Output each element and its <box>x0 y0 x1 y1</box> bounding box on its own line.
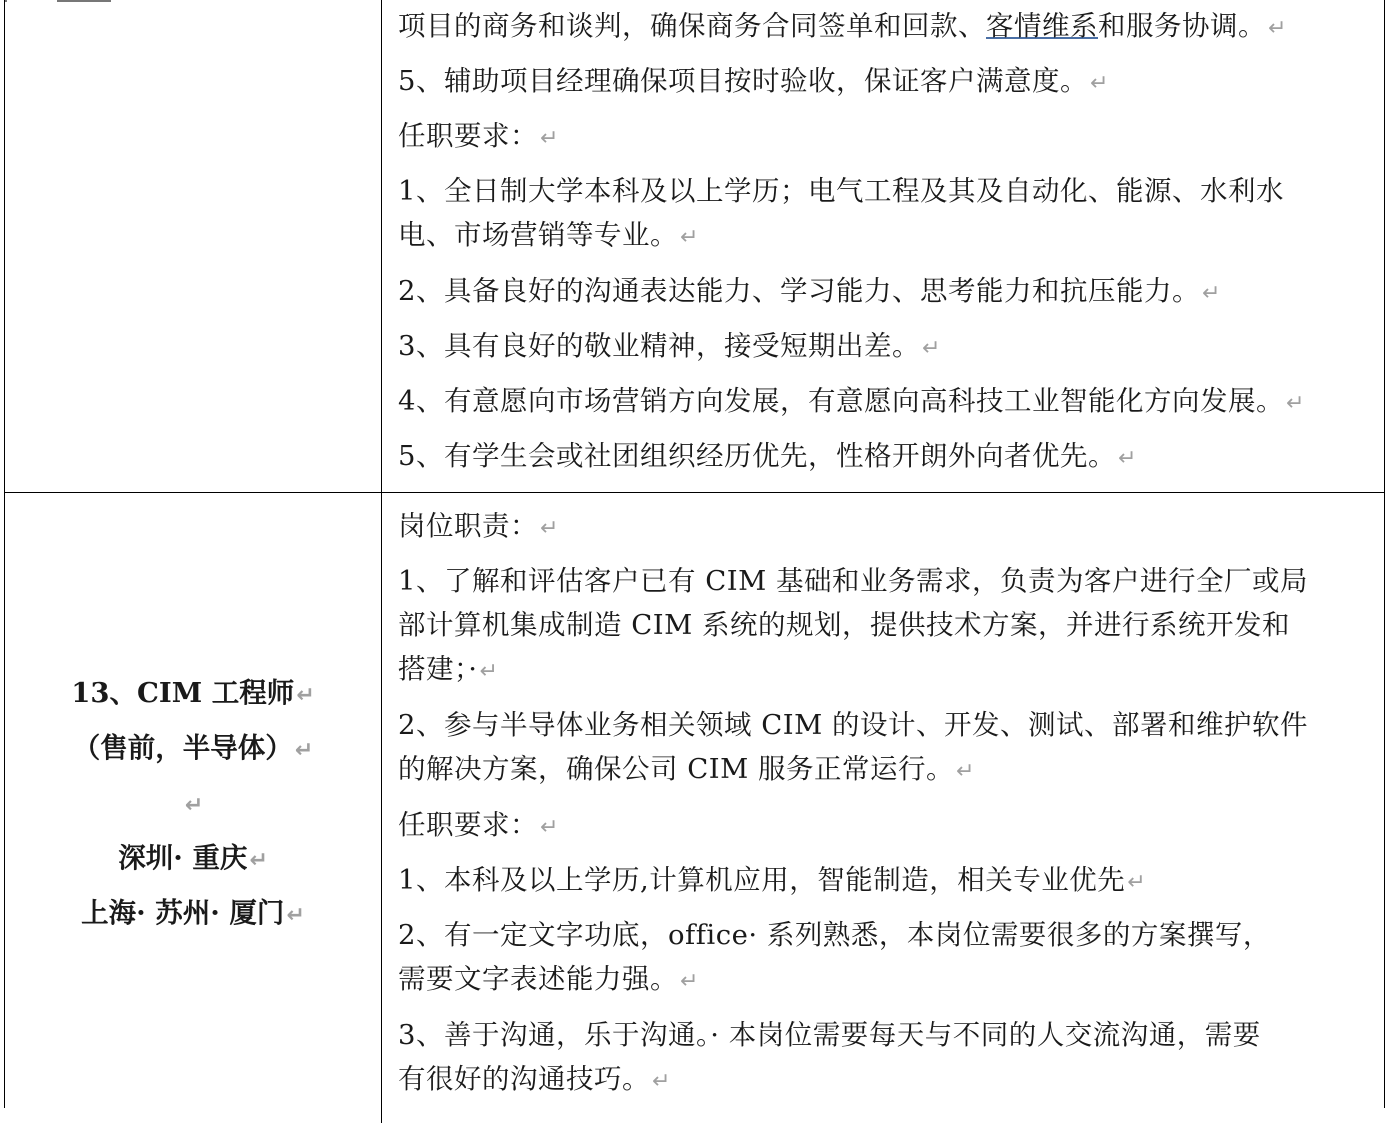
paragraph-mark-icon: ↵ <box>286 903 305 928</box>
paragraph: 1、了解和评估客户已有 CIM 基础和业务需求，负责为客户进行全厂或局 部计算机集成制造 CIM 系统的规划，提供技术方案，并进行系统开发和 搭建；·↵ <box>398 565 1309 685</box>
section-heading: 任职要求：↵ <box>398 809 559 841</box>
section-heading: 任职要求：↵ <box>398 120 559 152</box>
position-title: 13、CIM 工程师↵ <box>71 677 315 709</box>
description-cell <box>382 493 1384 1123</box>
position-cell <box>5 0 381 492</box>
table-row <box>5 493 1384 1123</box>
paragraph-mark-icon: ↵ <box>1090 71 1109 96</box>
paragraph: 5、辅助项目经理确保项目按时验收，保证客户满意度。↵ <box>398 65 1109 97</box>
paragraph-mark-icon: ↵ <box>652 1069 671 1094</box>
table-row <box>5 0 1384 493</box>
paragraph-mark-icon: ↵ <box>1127 870 1147 895</box>
paragraph: 3、善于沟通，乐于沟通。· 本岗位需要每天与不同的人交流沟通，需要 有很好的沟通技巧。↵ <box>398 1019 1261 1095</box>
position-cell <box>5 493 381 1123</box>
paragraph-mark-icon: ↵ <box>540 126 559 151</box>
paragraph-mark-icon: ↵ <box>922 336 941 361</box>
paragraph-mark-icon: ↵ <box>294 738 314 763</box>
job-table <box>4 0 1385 1108</box>
paragraph-mark-icon: ↵ <box>1118 446 1137 471</box>
paragraph: 2、参与半导体业务相关领域 CIM 的设计、开发、测试、部署和维护软件 的解决方案，确保公司 CIM 服务正常运行。↵ <box>398 709 1309 785</box>
paragraph-mark-icon: ↵ <box>956 759 975 784</box>
paragraph: 5、有学生会或社团组织经历优先，性格开朗外向者优先。↵ <box>398 440 1137 472</box>
paragraph-mark-icon: ↵ <box>249 848 268 873</box>
paragraph: 2、有一定文字功底，office· 系列熟悉，本岗位需要很多的方案撰写， 需要文字表述能力强。↵ <box>398 919 1271 995</box>
paragraph: 1、全日制大学本科及以上学历；电气工程及其及自动化、能源、水利水 电、市场营销等专业。↵ <box>398 175 1284 251</box>
paragraph-mark-icon: ↵ <box>540 815 559 840</box>
paragraph: 3、具有良好的敬业精神，接受短期出差。↵ <box>398 330 941 362</box>
paragraph: 项目的商务和谈判，确保商务合同签单和回款、客情维系和服务协调。↵ <box>398 10 1287 42</box>
paragraph-mark-icon: ↵ <box>680 969 699 994</box>
empty-paragraph <box>5 781 381 828</box>
paragraph: 1、本科及以上学历,计算机应用，智能制造，相关专业优先↵ <box>398 864 1147 896</box>
paragraph-mark-icon: ↵ <box>296 683 315 708</box>
position-locations: 深圳· 重庆↵ <box>118 842 268 874</box>
position-subtitle: （售前，半导体）↵ <box>72 732 314 764</box>
description-cell <box>382 0 1384 492</box>
paragraph-mark-icon: ↵ <box>184 793 204 818</box>
section-heading: 岗位职责：↵ <box>398 510 559 542</box>
position-locations: 上海· 苏州· 厦门↵ <box>81 897 305 929</box>
paragraph-mark-icon: ↵ <box>479 659 499 684</box>
link-customer-relations[interactable]: 客情维系 <box>986 10 1098 42</box>
paragraph-mark-icon: ↵ <box>1286 391 1305 416</box>
paragraph-mark-icon: ↵ <box>1202 281 1221 306</box>
paragraph-mark-icon: ↵ <box>680 225 699 250</box>
paragraph: 4、有意愿向市场营销方向发展，有意愿向高科技工业智能化方向发展。↵ <box>398 385 1305 417</box>
paragraph: 2、具备良好的沟通表达能力、学习能力、思考能力和抗压能力。↵ <box>398 275 1221 307</box>
paragraph-mark-icon: ↵ <box>1268 16 1287 41</box>
paragraph-mark-icon: ↵ <box>540 516 559 541</box>
